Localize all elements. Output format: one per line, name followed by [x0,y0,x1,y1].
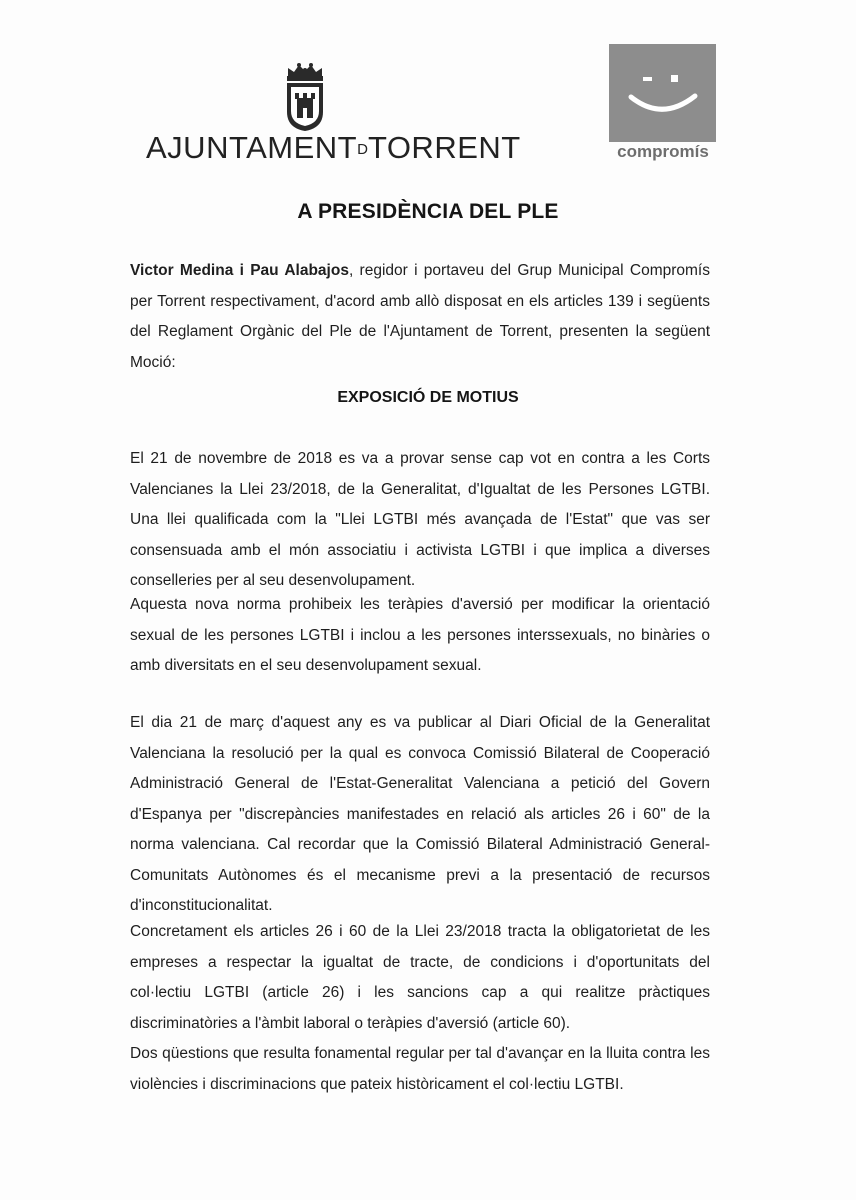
body-paragraph-5-text: Dos qüestions que resulta fonamental regular per tal d'avançar en la lluita contra les violències i discriminacions que pateix històricament el col·lectiu LGTBI. [130,1045,710,1093]
body-paragraph-1: El 21 de novembre de 2018 es va a provar sense cap vot en contra a les Corts Valencianes la Llei 23/2018, de la Generalitat, d'Igualtat de les Persones LGTBI. Una llei qualificada com la "Llei LGTBI més avançada de l'Estat" que vas ser consensuada amb el món associatiu i activista LGTBI i que implica a diverses conselleries per al seu desenvolupament. [130,450,710,589]
party-logo [609,44,716,142]
intro-paragraph [130,256,710,378]
body-paragraph-4 [130,917,710,1100]
town-name-part-2: D [357,141,368,158]
town-name-part-3: TORRENT [367,130,521,165]
document-title: A PRESIDÈNCIA DEL PLE [297,200,559,223]
town-name-part-1: AJUNTAMENT [146,130,358,165]
body-paragraph-4-text: Concretament els articles 26 i 60 de la Llei 23/2018 tracta la obligatorietat de les empreses a respectar la igualtat de tracte, de condicions i d'oportunitats del col·lectiu LGTBI (article 26) i les sancions cap a qui realitze pràctiques discriminatòries a l'àmbit laboral o teràpies d'aversió (article 60). [130,923,710,1032]
body-paragraph-2: Aquesta nova norma prohibeix les teràpies d'aversió per modificar la orientació sexual de les persones LGTBI i inclou a les persones interssexuals, no binàries o amb diversitats en el seu desenvolupament sexual. [130,596,710,674]
town-coat-of-arms-icon [280,62,330,132]
body-paragraph-3: El dia 21 de març d'aquest any es va publicar al Diari Oficial de la Generalitat Valenciana la resolució per la qual es convoca Comissió Bilateral de Cooperació Administració General de l'Estat-Generalitat Valenciana a petició del Govern d'Espanya per "discrepàncies manifestades en relació als articles 26 i 60" de la norma valenciana. Cal recordar que la Comissió Bilateral Administració General- Comunitats Autònomes és el mecanisme previ a la presentació de recursos d'inconstitucionalitat. [130,714,710,914]
party-name: compromís [617,142,709,161]
smiley-face-logo-icon [609,44,716,142]
section-heading: EXPOSICIÓ DE MOTIUS [337,389,519,406]
intro-text: , regidor i portaveu del Grup Municipal Compromís per Torrent respectivament, d'acord amb allò disposat en els articles 139 i següents del Reglament Orgànic del Ple de l'Ajuntament de Torrent, presenten la següent Moció: [130,262,710,371]
intro-names: Victor Medina i Pau Alabajos [130,262,349,279]
town-name-logo [146,128,521,170]
